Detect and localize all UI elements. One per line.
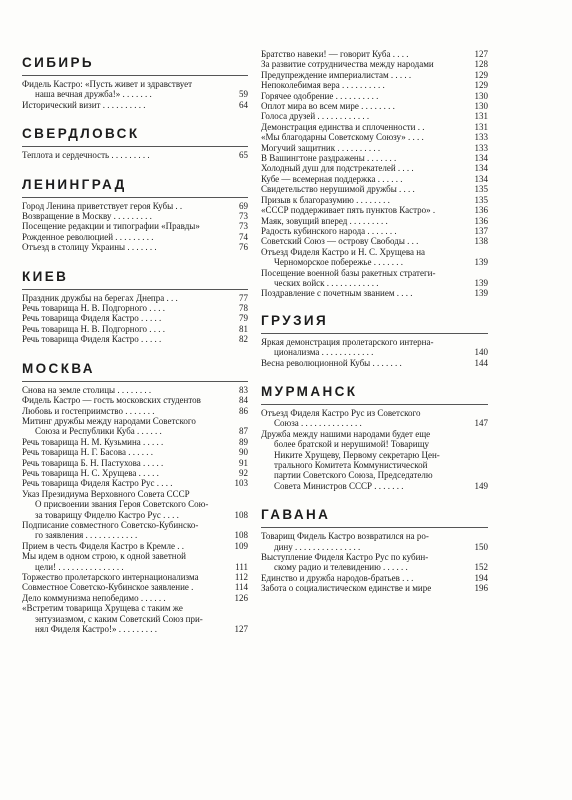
toc-entry (261, 49, 488, 59)
toc-entry-title (261, 531, 468, 552)
toc-entry (22, 416, 248, 437)
toc-entry-line: Теплота и сердечность . . . . . . . . . (22, 150, 150, 161)
toc-entry-title (22, 324, 228, 334)
toc-page-number: 84 (239, 395, 248, 406)
section-rule (22, 289, 248, 290)
toc-page-number: 139 (474, 288, 488, 299)
toc-entry-title (261, 184, 468, 194)
section-heading: ГРУЗИЯ (261, 312, 329, 328)
toc-entry-line: наша вечная дружба!» . . . . . . . (35, 89, 152, 100)
toc-entry-line: «Мы благодарны Советскому Союзу» . . . . (261, 132, 424, 143)
toc-page-number: 73 (239, 221, 248, 232)
toc-page-number: 87 (239, 426, 248, 437)
toc-entry (261, 573, 488, 583)
toc-entry-line: Рожденное революцией . . . . . . . . . (22, 231, 154, 242)
toc-entry-line: Выступление Фиделя Кастро Рус по кубин- (261, 552, 429, 563)
toc-entry-line: дину . . . . . . . . . . . . . . . (274, 541, 361, 552)
toc-entry (22, 458, 248, 468)
toc-entry-title (261, 122, 468, 132)
toc-entry (22, 221, 248, 231)
toc-entry-title (22, 100, 228, 110)
toc-entry (261, 358, 488, 368)
toc-entry-line: Дружба между нашими народами будет еще (261, 428, 431, 439)
toc-entry (261, 111, 488, 121)
toc-entry-line: Кубе — всемерная поддержка . . . . . . (261, 173, 403, 184)
toc-entry-title (22, 478, 228, 488)
toc-entry-title (261, 247, 468, 268)
toc-entry-title (22, 232, 228, 242)
toc-entry (22, 303, 248, 313)
toc-page-number: 136 (474, 205, 488, 216)
toc-entry-line: Любовь и гостеприимство . . . . . . . (22, 405, 155, 416)
toc-entry-line: го заявления . . . . . . . . . . . . (35, 530, 138, 541)
toc-page-number: 135 (474, 184, 488, 195)
toc-entry-title (22, 303, 228, 313)
toc-entry-line: Возвращение в Москву . . . . . . . . . (22, 211, 152, 222)
toc-entry-line: ческих войск . . . . . . . . . . . . (274, 277, 379, 288)
toc-entry-title (22, 437, 228, 447)
toc-entry (261, 337, 488, 358)
section-rule (22, 197, 248, 198)
section-rule (22, 146, 248, 147)
toc-entry-title (22, 447, 228, 457)
toc-entry-title (261, 195, 468, 205)
toc-entry-title (261, 337, 468, 358)
toc-page-number: 134 (474, 163, 488, 174)
toc-entry-line: Снова на земле столицы . . . . . . . . (22, 384, 152, 395)
toc-page-number: 91 (239, 457, 248, 468)
toc-entry (22, 478, 248, 488)
toc-entry (22, 395, 248, 405)
toc-entry-line: Митинг дружбы между народами Советского (22, 415, 196, 426)
toc-right-column (261, 49, 488, 604)
toc-entry (261, 247, 488, 268)
section-rule (261, 333, 488, 334)
toc-entry-line: Отъезд в столицу Украины . . . . . . . (22, 242, 157, 253)
toc-entry (22, 572, 248, 582)
toc-entry-title (261, 583, 468, 593)
toc-entry-line: Исторический визит . . . . . . . . . . (22, 99, 146, 110)
toc-entry (22, 603, 248, 634)
toc-entry-line: Указ Президиума Верховного Совета СССР (22, 488, 190, 499)
toc-entry-line: Фидель Кастро — гость московских студентов (22, 395, 201, 406)
toc-entry-title (22, 211, 228, 221)
spacer (261, 299, 488, 307)
toc-entry-title (261, 268, 468, 289)
toc-entry-line: Непоколебимая вера . . . . . . . . . . (261, 80, 385, 91)
toc-entry (261, 70, 488, 80)
toc-entry (22, 468, 248, 478)
toc-entry-line: Никите Хрущеву, Первому секретарю Цен- (274, 449, 440, 460)
toc-entry-line: Забота о социалистическом единстве и мире (261, 583, 432, 594)
toc-entry-line: «СССР поддерживает пять пунктов Кастро» . (261, 205, 436, 216)
toc-page-number: 135 (474, 194, 488, 205)
toc-entry-line: Предупреждение империалистам . . . . . (261, 69, 412, 80)
toc-entry (261, 174, 488, 184)
toc-entry-title (22, 416, 228, 437)
toc-entry-line: Речь товарища Фиделя Кастро Рус . . . . (22, 478, 173, 489)
toc-entry-line: Товарищ Фидель Кастро возвратился на ро- (261, 531, 429, 542)
toc-entry (261, 226, 488, 236)
toc-entry (22, 489, 248, 520)
toc-entry-line: Речь товарища Н. С. Хрущева . . . . . (22, 467, 159, 478)
toc-entry (22, 313, 248, 323)
toc-entry-line: Отъезд Фиделя Кастро и Н. С. Хрущева на (261, 246, 426, 257)
toc-entry-line: «Встретим товарища Хрущева с таким же (22, 603, 183, 614)
toc-entry-title (261, 59, 468, 69)
toc-page-number: 65 (239, 150, 248, 161)
toc-page-number: 128 (474, 59, 488, 70)
toc-entry-line: ционализма . . . . . . . . . . . . (274, 347, 374, 358)
toc-entry-line: Союза и Республики Куба . . . . . . (35, 426, 162, 437)
toc-entry-line: Демонстрация единства и сплоченности . . (261, 121, 425, 132)
toc-page-number: 108 (234, 509, 248, 520)
toc-entry (261, 288, 488, 298)
toc-entry-line: Речь товарища Н. М. Кузьмина . . . . . (22, 436, 164, 447)
toc-entry-line: Яркая демонстрация пролетарского интерна- (261, 336, 434, 347)
toc-entry (22, 150, 248, 160)
toc-entry (261, 268, 488, 289)
toc-entry (22, 232, 248, 242)
toc-entry-line: нял Фиделя Кастро!» . . . . . . . . . (35, 624, 157, 635)
toc-page-number: 138 (474, 236, 488, 247)
toc-entry (261, 216, 488, 226)
toc-page-number: 108 (234, 530, 248, 541)
toc-page-number: 131 (474, 111, 488, 122)
toc-entry-title (261, 143, 468, 153)
toc-entry (261, 143, 488, 153)
toc-entry-line: Речь товарища Фиделя Кастро . . . . . (22, 313, 162, 324)
toc-page-number: 131 (474, 121, 488, 132)
toc-entry-line: Посещение редакции и типографии «Правды» (22, 221, 200, 232)
toc-entry (22, 201, 248, 211)
toc-page-number: 137 (474, 225, 488, 236)
toc-entry-title (22, 551, 228, 572)
toc-entry-line: Мы идем в одном строю, к одной заветной (22, 551, 186, 562)
toc-entry-title (261, 132, 468, 142)
toc-page-number: 127 (474, 49, 488, 59)
toc-entry (261, 59, 488, 69)
toc-entry (261, 91, 488, 101)
toc-entry-line: Речь товарища Фиделя Кастро . . . . . (22, 334, 162, 345)
section-rule (22, 381, 248, 382)
toc-page-number: 64 (239, 99, 248, 110)
toc-page-number: 89 (239, 436, 248, 447)
toc-entry-line: трального Комитета Коммунистической (274, 460, 428, 470)
toc-page-number: 86 (239, 405, 248, 416)
section-heading: СИБИРЬ (22, 55, 94, 70)
toc-entry (22, 211, 248, 221)
toc-entry (22, 447, 248, 457)
toc-entry (22, 593, 248, 603)
toc-entry-title (261, 236, 468, 246)
toc-entry-line: скому радио и телевидению . . . . . . (274, 562, 408, 573)
toc-entry-title (261, 91, 468, 101)
toc-entry (22, 385, 248, 395)
toc-entry (261, 195, 488, 205)
toc-entry (22, 541, 248, 551)
toc-entry-title (261, 205, 468, 215)
toc-page-number: 112 (234, 572, 248, 582)
toc-entry-line: Речь товарища Б. Н. Пастухова . . . . . (22, 457, 164, 468)
toc-entry-title (261, 358, 468, 368)
toc-entry (261, 429, 488, 491)
toc-entry-title (261, 163, 468, 173)
toc-entry-title (22, 541, 228, 551)
toc-entry (22, 551, 248, 572)
toc-entry-line: Призыв к благоразумию . . . . . . . . (261, 194, 390, 205)
section-heading: МУРМАНСК (261, 383, 358, 399)
toc-entry-title (261, 49, 468, 59)
toc-entry-title (22, 406, 228, 416)
section-rule (261, 527, 488, 528)
toc-entry-title (261, 573, 468, 583)
toc-entry-line: Свидетельство нерушимой дружбы . . . . (261, 184, 415, 195)
toc-entry-line: Холодный душ для подстрекателей . . . . (261, 163, 414, 174)
toc-left-column (22, 49, 248, 644)
toc-entry (22, 324, 248, 334)
toc-page-number: 139 (474, 277, 488, 288)
toc-entry-title (261, 174, 468, 184)
toc-entry-title (261, 80, 468, 90)
toc-page-number: 134 (474, 173, 488, 184)
toc-page-number: 77 (239, 292, 248, 303)
toc-entry-line: Черноморское побережье . . . . . . . (274, 257, 404, 268)
toc-page-number: 130 (474, 90, 488, 101)
toc-entry-title (22, 520, 228, 541)
toc-entry-line: более братской и нерушимой! Товарищу (274, 439, 430, 450)
toc-entry-title (261, 408, 468, 429)
toc-entry-title (22, 468, 228, 478)
toc-entry-title (261, 216, 468, 226)
toc-section (22, 269, 248, 355)
toc-entry-title (22, 201, 228, 211)
toc-page-number: 147 (474, 418, 488, 429)
toc-entry-title (22, 242, 228, 252)
toc-page-number: 92 (239, 467, 248, 478)
toc-entry-title (22, 150, 228, 160)
toc-entry-title (22, 313, 228, 323)
toc-entry-line: Фидель Кастро: «Пусть живет и здравствует (22, 79, 193, 89)
toc-page-number: 130 (474, 101, 488, 112)
toc-entry-title (22, 458, 228, 468)
toc-section (22, 55, 248, 120)
toc-section (261, 507, 488, 603)
toc-entry-title (261, 429, 468, 491)
toc-section (261, 313, 488, 378)
toc-page-number: 136 (474, 215, 488, 226)
toc-entry-line: Посещение военной базы ракетных стратеги- (261, 267, 436, 278)
toc-page-number: 114 (234, 582, 248, 593)
toc-entry-title (261, 226, 468, 236)
section-rule (261, 404, 488, 405)
toc-entry-title (261, 288, 468, 298)
toc-section (22, 361, 248, 645)
toc-page-number: 194 (474, 572, 488, 583)
toc-page-number: 69 (239, 200, 248, 211)
toc-entry-line: партии Советского Союза, Председателю (274, 470, 433, 481)
toc-page-number: 76 (239, 242, 248, 253)
toc-entry-title (22, 489, 228, 520)
toc-entry-title (261, 70, 468, 80)
toc-entry-line: Подписание совместного Советско-Кубинско- (22, 519, 199, 530)
toc-entry-line: Прием в честь Фиделя Кастро в Кремле . . (22, 540, 185, 551)
toc-entry-title (22, 572, 228, 582)
toc-entry-line: Речь товарища Н. В. Подгорного . . . . (22, 323, 166, 334)
toc-page-number: 127 (234, 624, 248, 635)
toc-entry-line: за товарищу Фиделю Кастро Рус . . . . (35, 509, 179, 520)
toc-page-number: 103 (234, 478, 248, 489)
toc-page-number: 90 (239, 447, 248, 458)
toc-entry-line: Речь товарища Н. Г. Басова . . . . . . (22, 447, 153, 458)
toc-entry-title (22, 395, 228, 405)
toc-entry-line: цели! . . . . . . . . . . . . . . . (35, 561, 124, 572)
toc-continued-entries (261, 49, 488, 307)
section-rule (22, 75, 248, 76)
toc-entry-title (22, 593, 228, 603)
toc-page-number: 74 (239, 231, 248, 242)
toc-page-number: 144 (474, 357, 488, 368)
toc-entry (261, 408, 488, 429)
toc-entry-title (261, 111, 468, 121)
toc-page-number: 133 (474, 142, 488, 153)
section-heading: МОСКВА (22, 360, 95, 376)
toc-entry (261, 122, 488, 132)
toc-entry (261, 101, 488, 111)
toc-entry (261, 163, 488, 173)
toc-page-number: 150 (474, 541, 488, 552)
toc-page-number: 126 (234, 592, 248, 603)
toc-entry-line: Могучий защитник . . . . . . . . . . (261, 142, 381, 153)
toc-page-number: 59 (239, 89, 248, 100)
toc-entry (22, 582, 248, 592)
toc-entry (261, 184, 488, 194)
toc-entry-line: В Вашингтоне раздражены . . . . . . . (261, 153, 397, 164)
toc-entry-title (261, 101, 468, 111)
toc-entry-line: Город Ленина приветствует героя Кубы . . (22, 200, 183, 211)
toc-entry-title (22, 334, 228, 344)
toc-entry-line: энтузиазмом, с каким Советский Союз при- (35, 613, 203, 624)
toc-entry-line: Союза . . . . . . . . . . . . . . (274, 418, 362, 429)
toc-entry (22, 406, 248, 416)
toc-entry-line: Братство навеки! — говорит Куба . . . . (261, 49, 409, 59)
toc-page-number: 73 (239, 211, 248, 222)
toc-page-number: 82 (239, 334, 248, 345)
toc-entry (261, 153, 488, 163)
toc-entry (22, 334, 248, 344)
toc-page-number: 140 (474, 347, 488, 358)
toc-entry-line: Праздник дружбы на берегах Днепра . . . (22, 292, 178, 303)
toc-entry (22, 100, 248, 110)
toc-entry-title (22, 385, 228, 395)
toc-entry (261, 132, 488, 142)
section-heading: КИЕВ (22, 268, 69, 284)
toc-page-number: 129 (474, 80, 488, 91)
toc-entry-title (22, 293, 228, 303)
toc-page-number: 109 (234, 540, 248, 551)
toc-entry-line: Горячее одобрение . . . . . . . . . . (261, 90, 379, 101)
toc-entry-line: Торжество пролетарского интернационализма (22, 572, 199, 582)
toc-entry (261, 531, 488, 552)
toc-entry (261, 205, 488, 215)
toc-page-number: 139 (474, 257, 488, 268)
toc-entry-line: Поздравление с почетным званием . . . . (261, 288, 413, 299)
toc-entry-line: Радость кубинского народа . . . . . . . (261, 225, 397, 236)
toc-entry-title (22, 221, 228, 231)
toc-entry (261, 583, 488, 593)
toc-entry (22, 79, 248, 100)
section-heading: ГАВАНА (261, 507, 331, 523)
toc-entry-line: О присвоении звания Героя Советского Сою- (35, 499, 209, 510)
toc-entry-title (261, 153, 468, 163)
toc-page-number: 196 (474, 583, 488, 594)
toc-page-number: 133 (474, 132, 488, 143)
toc-page-number: 111 (235, 561, 248, 572)
toc-entry-line: Единство и дружба народов-братьев . . . (261, 572, 414, 583)
toc-page-number: 152 (474, 562, 488, 573)
toc-page-number: 134 (474, 153, 488, 164)
toc-section (261, 384, 488, 501)
toc-page-number: 78 (239, 303, 248, 314)
section-heading: СВЕРДЛОВСК (22, 126, 140, 142)
toc-right-sections (261, 313, 488, 604)
toc-entry-line: Отъезд Фиделя Кастро Рус из Советского (261, 407, 421, 418)
toc-entry-line: Речь товарища Н. В. Подгорного . . . . (22, 303, 166, 314)
toc-entry-line: Совета Министров СССР . . . . . . . (274, 480, 404, 491)
toc-entry-line: Оплот мира во всем мире . . . . . . . . (261, 101, 395, 112)
toc-entry (22, 293, 248, 303)
toc-entry-line: Совместное Советско-Кубинское заявление . (22, 582, 194, 593)
toc-entry (261, 236, 488, 246)
toc-page-number: 83 (239, 384, 248, 395)
toc-entry (22, 520, 248, 541)
toc-entry-title (22, 603, 228, 634)
toc-entry-line: Маяк, зовущий вперед . . . . . . . . . (261, 215, 388, 226)
toc-entry-line: Голоса друзей . . . . . . . . . . . . (261, 111, 370, 122)
toc-entry (22, 242, 248, 252)
toc-page-number: 79 (239, 313, 248, 324)
toc-entry-line: Советский Союз — острову Свободы . . . (261, 236, 419, 247)
toc-entry-line: За развитие сотрудничества между народами (261, 59, 434, 70)
toc-entry-title (261, 552, 468, 573)
toc-entry-title (22, 79, 228, 100)
toc-entry (22, 437, 248, 447)
toc-entry-line: Дело коммунизма непобедимо . . . . . . (22, 592, 166, 603)
toc-page-number: 81 (239, 323, 248, 334)
toc-page-number: 149 (474, 480, 488, 491)
toc-section (22, 177, 248, 263)
section-heading: ЛЕНИНГРАД (22, 176, 127, 192)
toc-entry (261, 552, 488, 573)
toc-entry-title (22, 582, 228, 592)
toc-entry-line: Весна революционной Кубы . . . . . . . (261, 357, 402, 368)
toc-entry (261, 80, 488, 90)
toc-page-number: 129 (474, 69, 488, 80)
toc-section (22, 126, 248, 170)
